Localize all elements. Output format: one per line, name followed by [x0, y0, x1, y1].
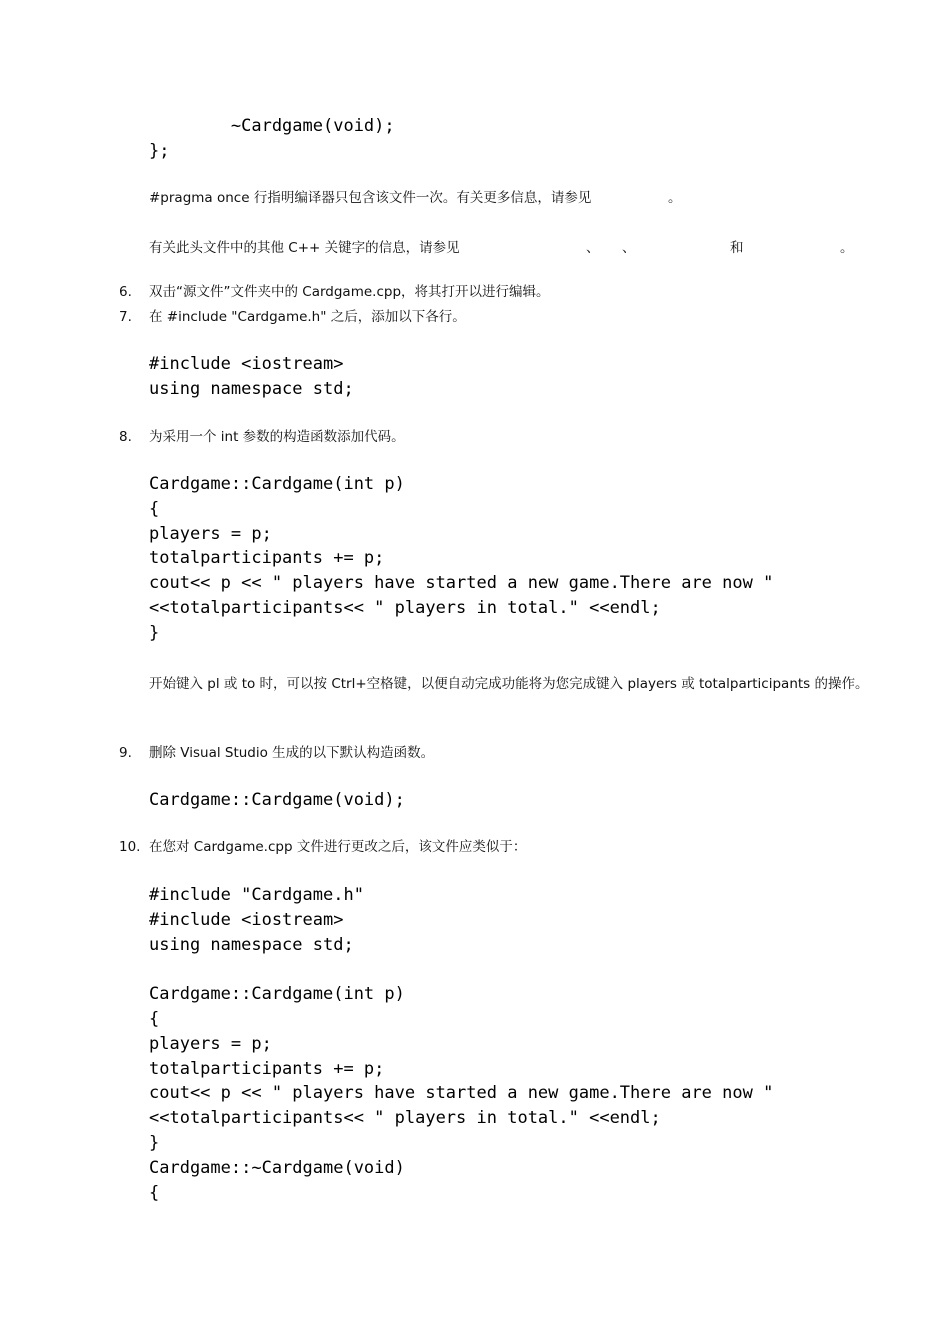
- step-number-9: 9.: [119, 745, 132, 761]
- step-number-10: 10.: [119, 839, 141, 855]
- note-keywords: 有关此头文件中的其他 C++ 关键字的信息，请参见: [149, 240, 460, 256]
- step-text-8: 为采用一个 int 参数的构造函数添加代码。: [149, 429, 405, 445]
- code-block-includes: #include <iostream> using namespace std;: [149, 354, 354, 399]
- step-text-6: 双击“源文件”文件夹中的 Cardgame.cpp，将其打开以进行编辑。: [149, 284, 550, 300]
- step-text-7: 在 #include "Cardgame.h" 之后，添加以下各行。: [149, 309, 466, 325]
- note-autocomplete: 开始键入 pl 或 to 时，可以按 Ctrl+空格键，以便自动完成功能将为您完成键入 players 或 totalparticipants 的操作。: [149, 676, 869, 692]
- step-number-8: 8.: [119, 429, 132, 445]
- note-pragma-once: #pragma once 行指明编译器只包含该文件一次。有关更多信息，请参见: [149, 190, 592, 206]
- code-block-class-end: ~Cardgame(void); };: [149, 116, 395, 161]
- note-keywords-separator-1: 、: [586, 240, 600, 256]
- code-block-full-file: #include "Cardgame.h" #include <iostream> using namespace std; Cardgame::Cardgame(int p) { players = p; totalparticipants += p; cout<< p << " players have started a new game.There are now " <<totalparticipants<< " players in total." <<endl; } Cardgame::~Cardgame(void) {: [149, 885, 774, 1203]
- note-pragma-period: 。: [668, 190, 682, 206]
- step-number-7: 7.: [119, 309, 132, 325]
- note-keywords-period: 。: [840, 240, 854, 256]
- code-block-default-constructor: Cardgame::Cardgame(void);: [149, 790, 405, 810]
- step-number-6: 6.: [119, 284, 132, 300]
- step-text-9: 删除 Visual Studio 生成的以下默认构造函数。: [149, 745, 435, 761]
- note-keywords-separator-2: 、: [622, 240, 636, 256]
- step-text-10: 在您对 Cardgame.cpp 文件进行更改之后，该文件应类似于：: [149, 839, 527, 855]
- code-block-constructor: Cardgame::Cardgame(int p) { players = p; totalparticipants += p; cout<< p << " players have started a new game.There are now " <<totalparticipants<< " players in total." <<endl; }: [149, 474, 774, 643]
- note-keywords-and: 和: [730, 240, 744, 256]
